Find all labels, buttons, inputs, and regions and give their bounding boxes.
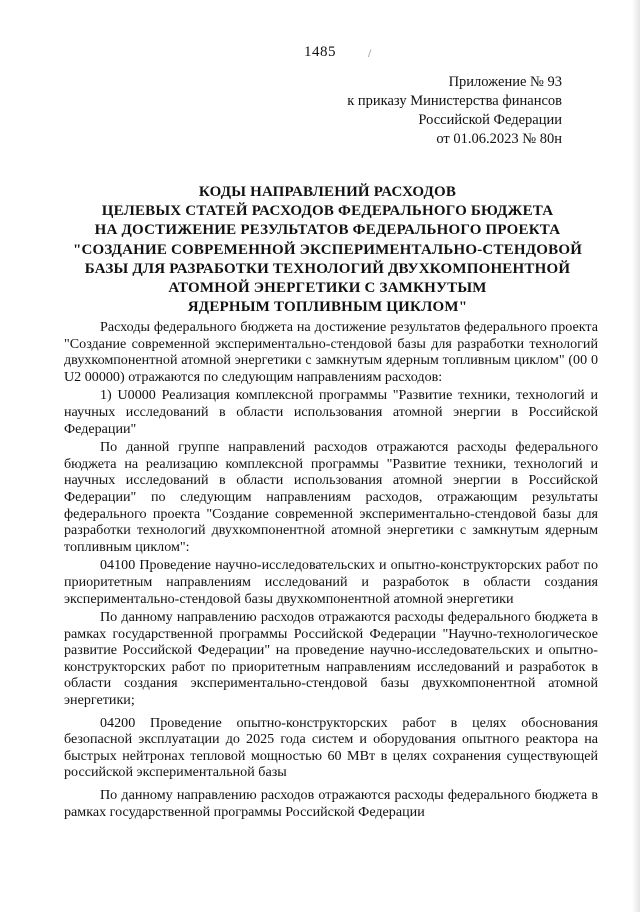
title-line: ЯДЕРНЫМ ТОПЛИВНЫМ ЦИКЛОМ": [187, 299, 468, 316]
title-line: НА ДОСТИЖЕНИЕ РЕЗУЛЬТАТОВ ФЕДЕРАЛЬНОГО ПРОЕКТА: [94, 222, 561, 239]
title-line: ЦЕЛЕВЫХ СТАТЕЙ РАСХОДОВ ФЕДЕРАЛЬНОГО БЮДЖЕТА: [101, 203, 554, 220]
title-line: "СОЗДАНИЕ СОВРЕМЕННОЙ ЭКСПЕРИМЕНТАЛЬНО-СТЕНДОВОЙ: [72, 241, 583, 258]
pencil-mark: /: [368, 46, 372, 60]
document-body: [64, 319, 598, 822]
paragraph-intro: Расходы федерального бюджета на достижение результатов федерального проекта "Создание современной экспериментально-стендовой базы для разработки технологий двухкомпонентной атомной энергетики с замкнутым ядерным топливным циклом" (00 0 U2 00000) отражаются по следующим направлениям расходов:: [64, 319, 598, 385]
title-line: БАЗЫ ДЛЯ РАЗРАБОТКИ ТЕХНОЛОГИЙ ДВУХКОМПОНЕНТНОЙ: [84, 260, 571, 277]
document-title: [50, 183, 605, 317]
title-line: АТОМНОЙ ЭНЕРГЕТИКИ С ЗАМКНУТЫМ: [168, 280, 487, 297]
paragraph-04200-description: По данному направлению расходов отражаются расходы федерального бюджета в рамках государственной программы Российской Федерации: [64, 787, 598, 820]
paragraph-u0000-description: По данной группе направлений расходов отражаются расходы федерального бюджета на реализацию комплексной программы "Развитие техники, технологий и научных исследований в области использования атомной энергии в Российской Федерации" по следующим направлениям расходов, отражающим результаты федерального проекта "Создание современной экспериментально-стендовой базы для разработки технологий двухкомпонентной атомной энергетики с замкнутым ядерным топливным циклом":: [64, 439, 598, 555]
scan-edge-shadow: [632, 0, 640, 912]
approval-block: [347, 73, 562, 149]
approval-line-order: к приказу Министерства финансов: [347, 93, 562, 109]
approval-line-date: от 01.06.2023 № 80н: [436, 131, 562, 147]
approval-line-country: Российской Федерации: [418, 112, 562, 128]
page-number: 1485: [304, 44, 336, 60]
paragraph-04100-description: По данному направлению расходов отражаются расходы федерального бюджета в рамках государственной программы Российской Федерации "Научно-технологическое развитие Российской Федерации" на проведение научно-исследовательских и опытно-конструкторских работ по приоритетным направлениям исследований и разработок в области создания экспериментально-стендовой базы двухкомпонентной атомной энергетики;: [64, 609, 598, 709]
approval-line-appendix: Приложение № 93: [448, 74, 562, 90]
paragraph-04100: 04100 Проведение научно-исследовательских и опытно-конструкторских работ по приоритетным направлениям исследований и разработок в области создания экспериментально-стендовой базы двухкомпонентной атомной энергетики: [64, 557, 598, 607]
title-line: КОДЫ НАПРАВЛЕНИЙ РАСХОДОВ: [198, 184, 457, 200]
paragraph-u0000: 1) U0000 Реализация комплексной программы "Развитие техники, технологий и научных исследований в области использования атомной энергии в Российской Федерации": [64, 387, 598, 437]
paragraph-04200: 04200 Проведение опытно-конструкторских работ в целях обоснования безопасной эксплуатации до 2025 года систем и оборудования опытного реактора на быстрых нейтронах тепловой мощностью 60 МВт в целях сохранения существующей российской экспериментальной базы: [64, 714, 598, 781]
